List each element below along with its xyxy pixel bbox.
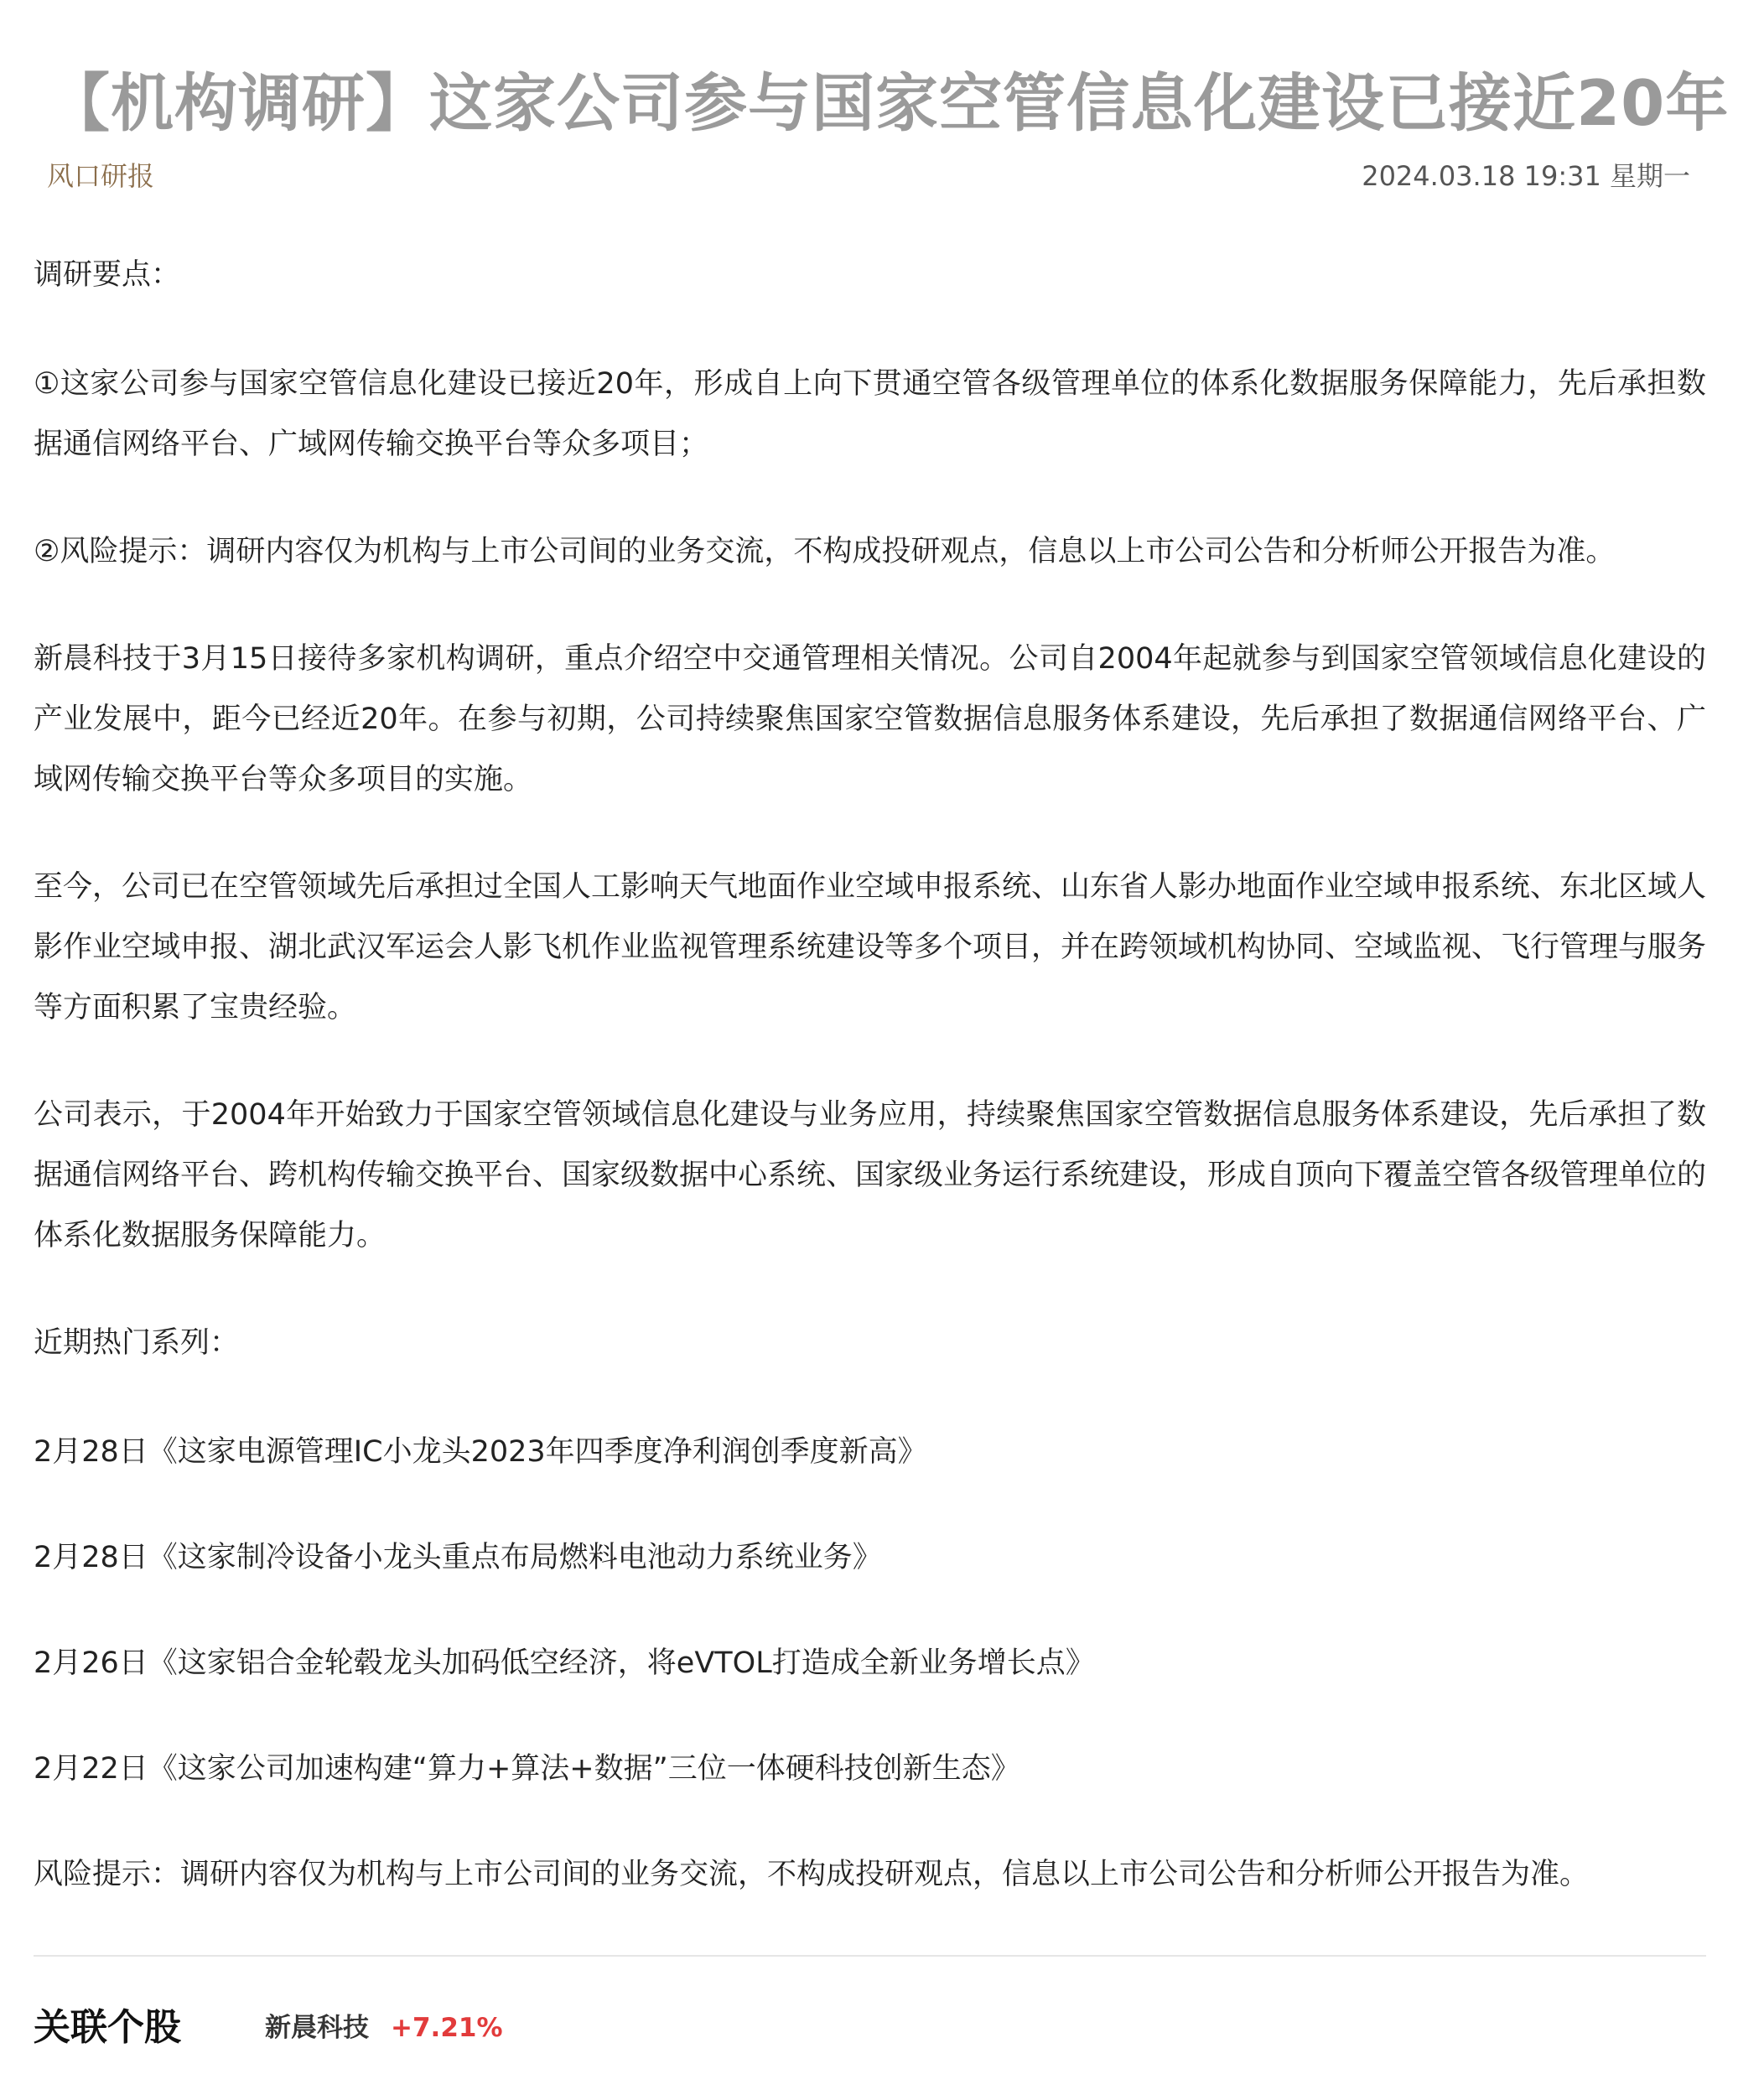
stock-item[interactable] <box>265 1999 503 2057</box>
section-divider <box>34 1955 1706 1957</box>
hot-series-link[interactable]: 2月28日《这家制冷设备小龙头重点布局燃料电池动力系统业务》 <box>34 1541 882 1574</box>
body-paragraph-2: 至今，公司已在空管领域先后承担过全国人工影响天气地面作业空域申报系统、山东省人影办地面作业空域申报系统、东北区域人影作业空域申报、湖北武汉军运会人影飞机作业监视管理系统建设等多个项目，并在跨领域机构协同、空域监视、飞行管理与服务等方面积累了宝贵经验。 <box>34 870 1707 1024</box>
article-body <box>34 245 1706 1952</box>
publish-datetime: 2024.03.18 19:31 星期一 <box>1362 160 1690 192</box>
key-point-1: ①这家公司参与国家空管信息化建设已接近20年，形成自上向下贯通空管各级管理单位的体系化数据服务保障能力，先后承担数据通信网络平台、广域网传输交换平台等众多项目； <box>34 367 1706 461</box>
body-paragraph-3: 公司表示，于2004年开始致力于国家空管领域信息化建设与业务应用，持续聚焦国家空管数据信息服务体系建设，先后承担了数据通信网络平台、跨机构传输交换平台、国家级数据中心系统、国家级业务运行系统建设，形成自顶向下覆盖空管各级管理单位的体系化数据服务保障能力。 <box>34 1098 1707 1252</box>
hot-series-link[interactable]: 2月26日《这家铝合金轮毂龙头加码低空经济，将eVTOL打造成全新业务增长点》 <box>34 1646 1095 1680</box>
risk-note: 风险提示：调研内容仅为机构与上市公司间的业务交流，不构成投研观点，信息以上市公司公告和分析师公开报告为准。 <box>34 1858 1590 1891</box>
key-point-2: ②风险提示：调研内容仅为机构与上市公司间的业务交流，不构成投研观点，信息以上市公司公告和分析师公开报告为准。 <box>34 535 1616 568</box>
article-meta <box>47 155 1690 197</box>
related-stocks <box>34 1999 1706 2057</box>
hot-series-link[interactable]: 2月22日《这家公司加速构建“算力+算法+数据”三位一体硬科技创新生态》 <box>34 1752 1020 1786</box>
stock-name: 新晨科技 <box>265 2013 369 2043</box>
hot-series-link[interactable]: 2月28日《这家电源管理IC小龙头2023年四季度净利润创季度新高》 <box>34 1435 927 1469</box>
body-paragraph-1: 新晨科技于3月15日接待多家机构调研，重点介绍空中交通管理相关情况。公司自2004年起就参与到国家空管领域信息化建设的产业发展中，距今已经近20年。在参与初期，公司持续聚焦国家空管数据信息服务体系建设，先后承担了数据通信网络平台、广域网传输交换平台等众多项目的实施。 <box>34 642 1706 796</box>
hot-series-heading: 近期热门系列： <box>34 1326 240 1360</box>
related-stocks-title: 关联个股 <box>34 2006 181 2049</box>
key-points-heading: 调研要点： <box>34 258 181 292</box>
article-title: 【机构调研】这家公司参与国家空管信息化建设已接近20年 <box>47 66 1730 141</box>
source-link[interactable]: 风口研报 <box>47 160 155 192</box>
stock-change: +7.21% <box>391 2013 503 2043</box>
